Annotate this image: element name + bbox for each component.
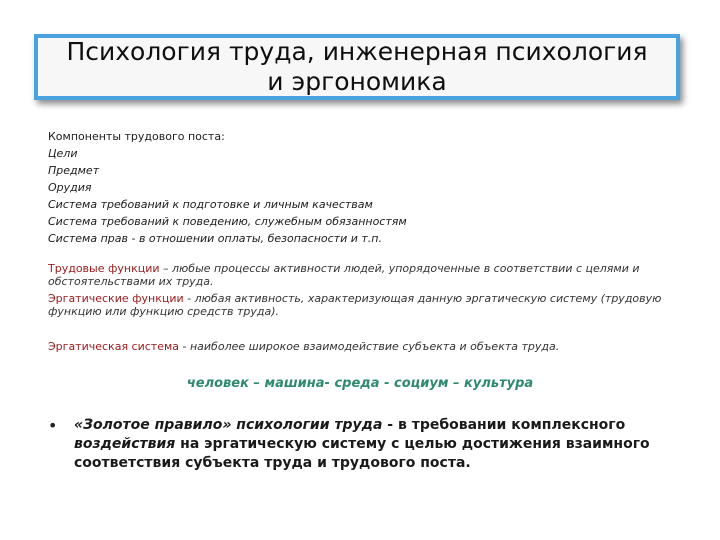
golden-rule-title: «Золотое правило» психологии труда bbox=[74, 417, 383, 433]
labor-functions-term: Трудовые функции bbox=[48, 262, 160, 275]
components-heading: Компоненты трудового поста: bbox=[48, 130, 225, 143]
component-item: Цели bbox=[48, 147, 78, 160]
golden-rule-emphasis: воздействия bbox=[74, 436, 176, 452]
ergatic-functions-text: - любая активность, характеризующая данную эргатическую систему (трудовую функцию или функцию средств труда). bbox=[48, 292, 662, 318]
labor-functions-text: – любые процессы активности людей, упорядоченные в соответствии с целями и обстоятельствами их труда. bbox=[48, 262, 640, 288]
component-item: Система требований к поведению, служебным обязанностям bbox=[48, 215, 407, 228]
ergatic-system-paragraph bbox=[48, 340, 688, 353]
formula-line: человек – машина- среда - социум – культура bbox=[186, 376, 534, 391]
title-box bbox=[34, 34, 680, 100]
components-list bbox=[48, 128, 407, 247]
labor-functions-paragraph bbox=[48, 262, 688, 288]
golden-rule-text-part: на эргатическую систему с целью достижения взаимного соответствия субъекта труда и трудового поста. bbox=[74, 436, 650, 471]
component-item: Система прав - в отношении оплаты, безопасности и т.п. bbox=[48, 232, 382, 245]
component-item: Система требований к подготовке и личным качествам bbox=[48, 198, 373, 211]
component-item: Предмет bbox=[48, 164, 100, 177]
ergatic-system-text: - наиболее широкое взаимодействие субъекта и объекта труда. bbox=[179, 340, 560, 353]
ergatic-functions-paragraph bbox=[48, 292, 688, 318]
ergatic-functions-term: Эргатические функции bbox=[48, 292, 184, 305]
golden-rule-text bbox=[74, 416, 696, 473]
title-line-1: Психология труда, инженерная психология bbox=[66, 37, 648, 66]
component-item: Орудия bbox=[48, 181, 92, 194]
title-line-2: и эргономика bbox=[267, 67, 447, 96]
bullet-icon: • bbox=[48, 416, 58, 435]
ergatic-system-term: Эргатическая система bbox=[48, 340, 180, 353]
golden-rule-text-part: - в требовании комплексного bbox=[382, 417, 626, 433]
